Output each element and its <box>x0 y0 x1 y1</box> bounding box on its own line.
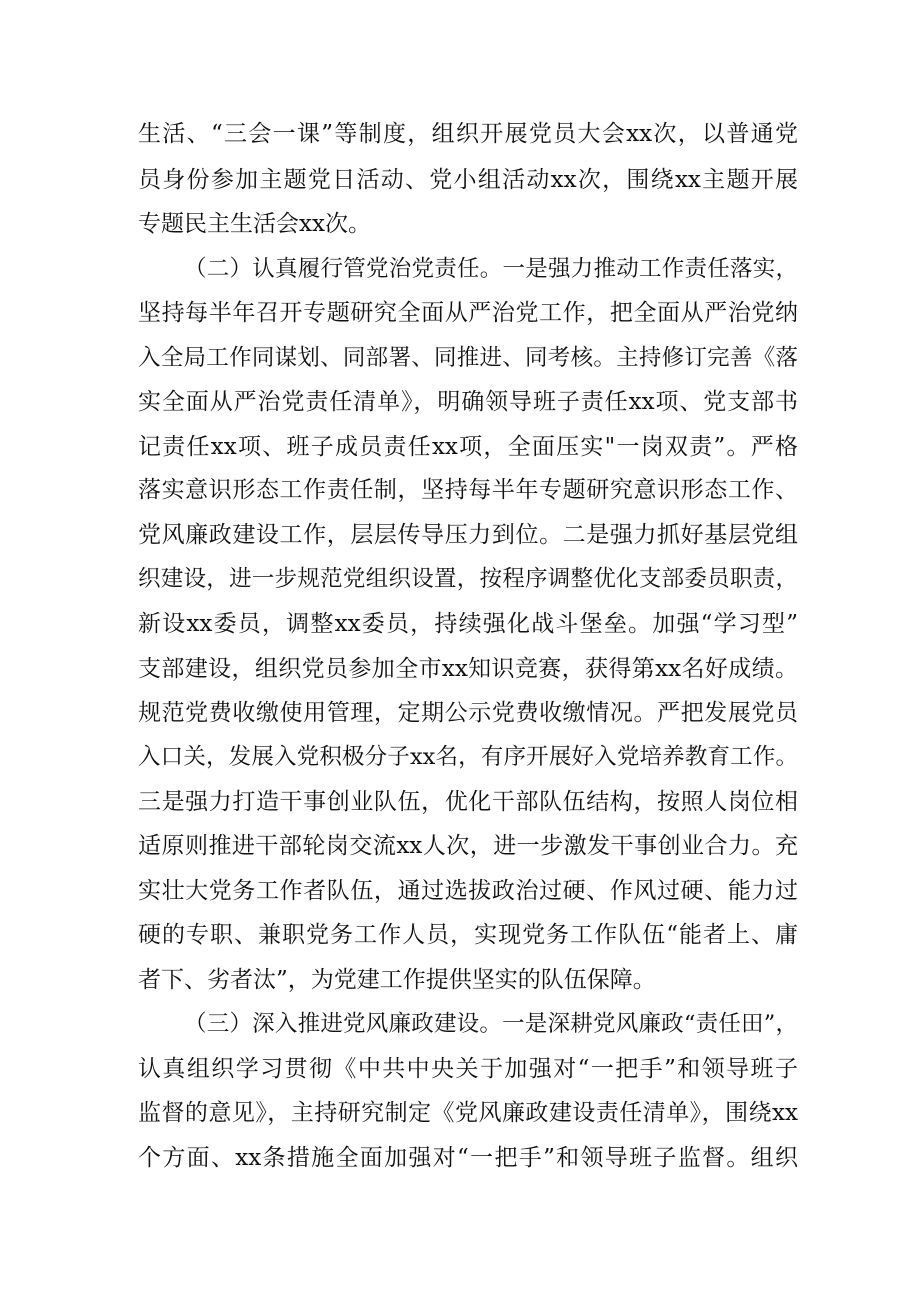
text-line: 适原则推进干部轮岗交流xx人次，进一步激发干事创业合力。充 <box>138 833 798 859</box>
text-line: 硬的专职、兼职党务工作人员，实现党务工作队伍“能者上、庸 <box>138 922 798 948</box>
text-line: 新设xx委员，调整xx委员，持续强化战斗堡垒。加强“学习型” <box>138 611 798 637</box>
text-line: 认真组织学习贯彻《中共中央关于加强对“一把手”和领导班子 <box>138 1056 798 1082</box>
text-line: 个方面、xx条措施全面加强对“一把手”和领导班子监督。组织 <box>138 1145 798 1171</box>
text-line: 生活、“三会一课”等制度，组织开展党员大会xx次，以普通党 <box>138 121 798 147</box>
text-line: 织建设，进一步规范党组织设置，按程序调整优化支部委员职责， <box>138 566 798 592</box>
text-line: 入口关，发展入党积极分子xx名，有序开展好入党培养教育工作。 <box>138 744 798 770</box>
text-line: 坚持每半年召开专题研究全面从严治党工作，把全面从严治党纳 <box>138 300 798 326</box>
text-line: 三是强力打造干事创业队伍，优化干部队伍结构，按照人岗位相 <box>138 789 798 815</box>
section-heading-line: （二）认真履行管党治党责任。一是强力推动工作责任落实， <box>184 256 798 282</box>
text-line: 监督的意见》，主持研究制定《党风廉政建设责任清单》，围绕xx <box>138 1100 798 1126</box>
text-line: 记责任xx项、班子成员责任xx项，全面压实"一岗双责”。严格 <box>138 434 798 460</box>
text-line: 实全面从严治党责任清单》，明确领导班子责任xx项、党支部书 <box>138 389 798 415</box>
text-line: 入全局工作同谋划、同部署、同推进、同考核。主持修订完善《落 <box>138 345 798 371</box>
section-heading-line: （三）深入推进党风廉政建设。一是深耕党风廉政“责任田”， <box>184 1011 798 1037</box>
text-line: 规范党费收缴使用管理，定期公示党费收缴情况。严把发展党员 <box>138 700 798 726</box>
text-line: 员身份参加主题党日活动、党小组活动xx次，围绕xx主题开展 <box>138 167 798 193</box>
text-line: 专题民主生活会xx次。 <box>138 211 371 237</box>
text-line: 党风廉政建设工作，层层传导压力到位。二是强力抓好基层党组 <box>138 522 798 548</box>
text-line: 者下、劣者汰”，为党建工作提供坚实的队伍保障。 <box>138 967 656 993</box>
text-line: 支部建设，组织党员参加全市xx知识竞赛，获得第xx名好成绩。 <box>138 656 798 682</box>
text-line: 落实意识形态工作责任制，坚持每半年专题研究意识形态工作、 <box>138 477 798 503</box>
text-line: 实壮大党务工作者队伍，通过选拔政治过硬、作风过硬、能力过 <box>138 878 798 904</box>
